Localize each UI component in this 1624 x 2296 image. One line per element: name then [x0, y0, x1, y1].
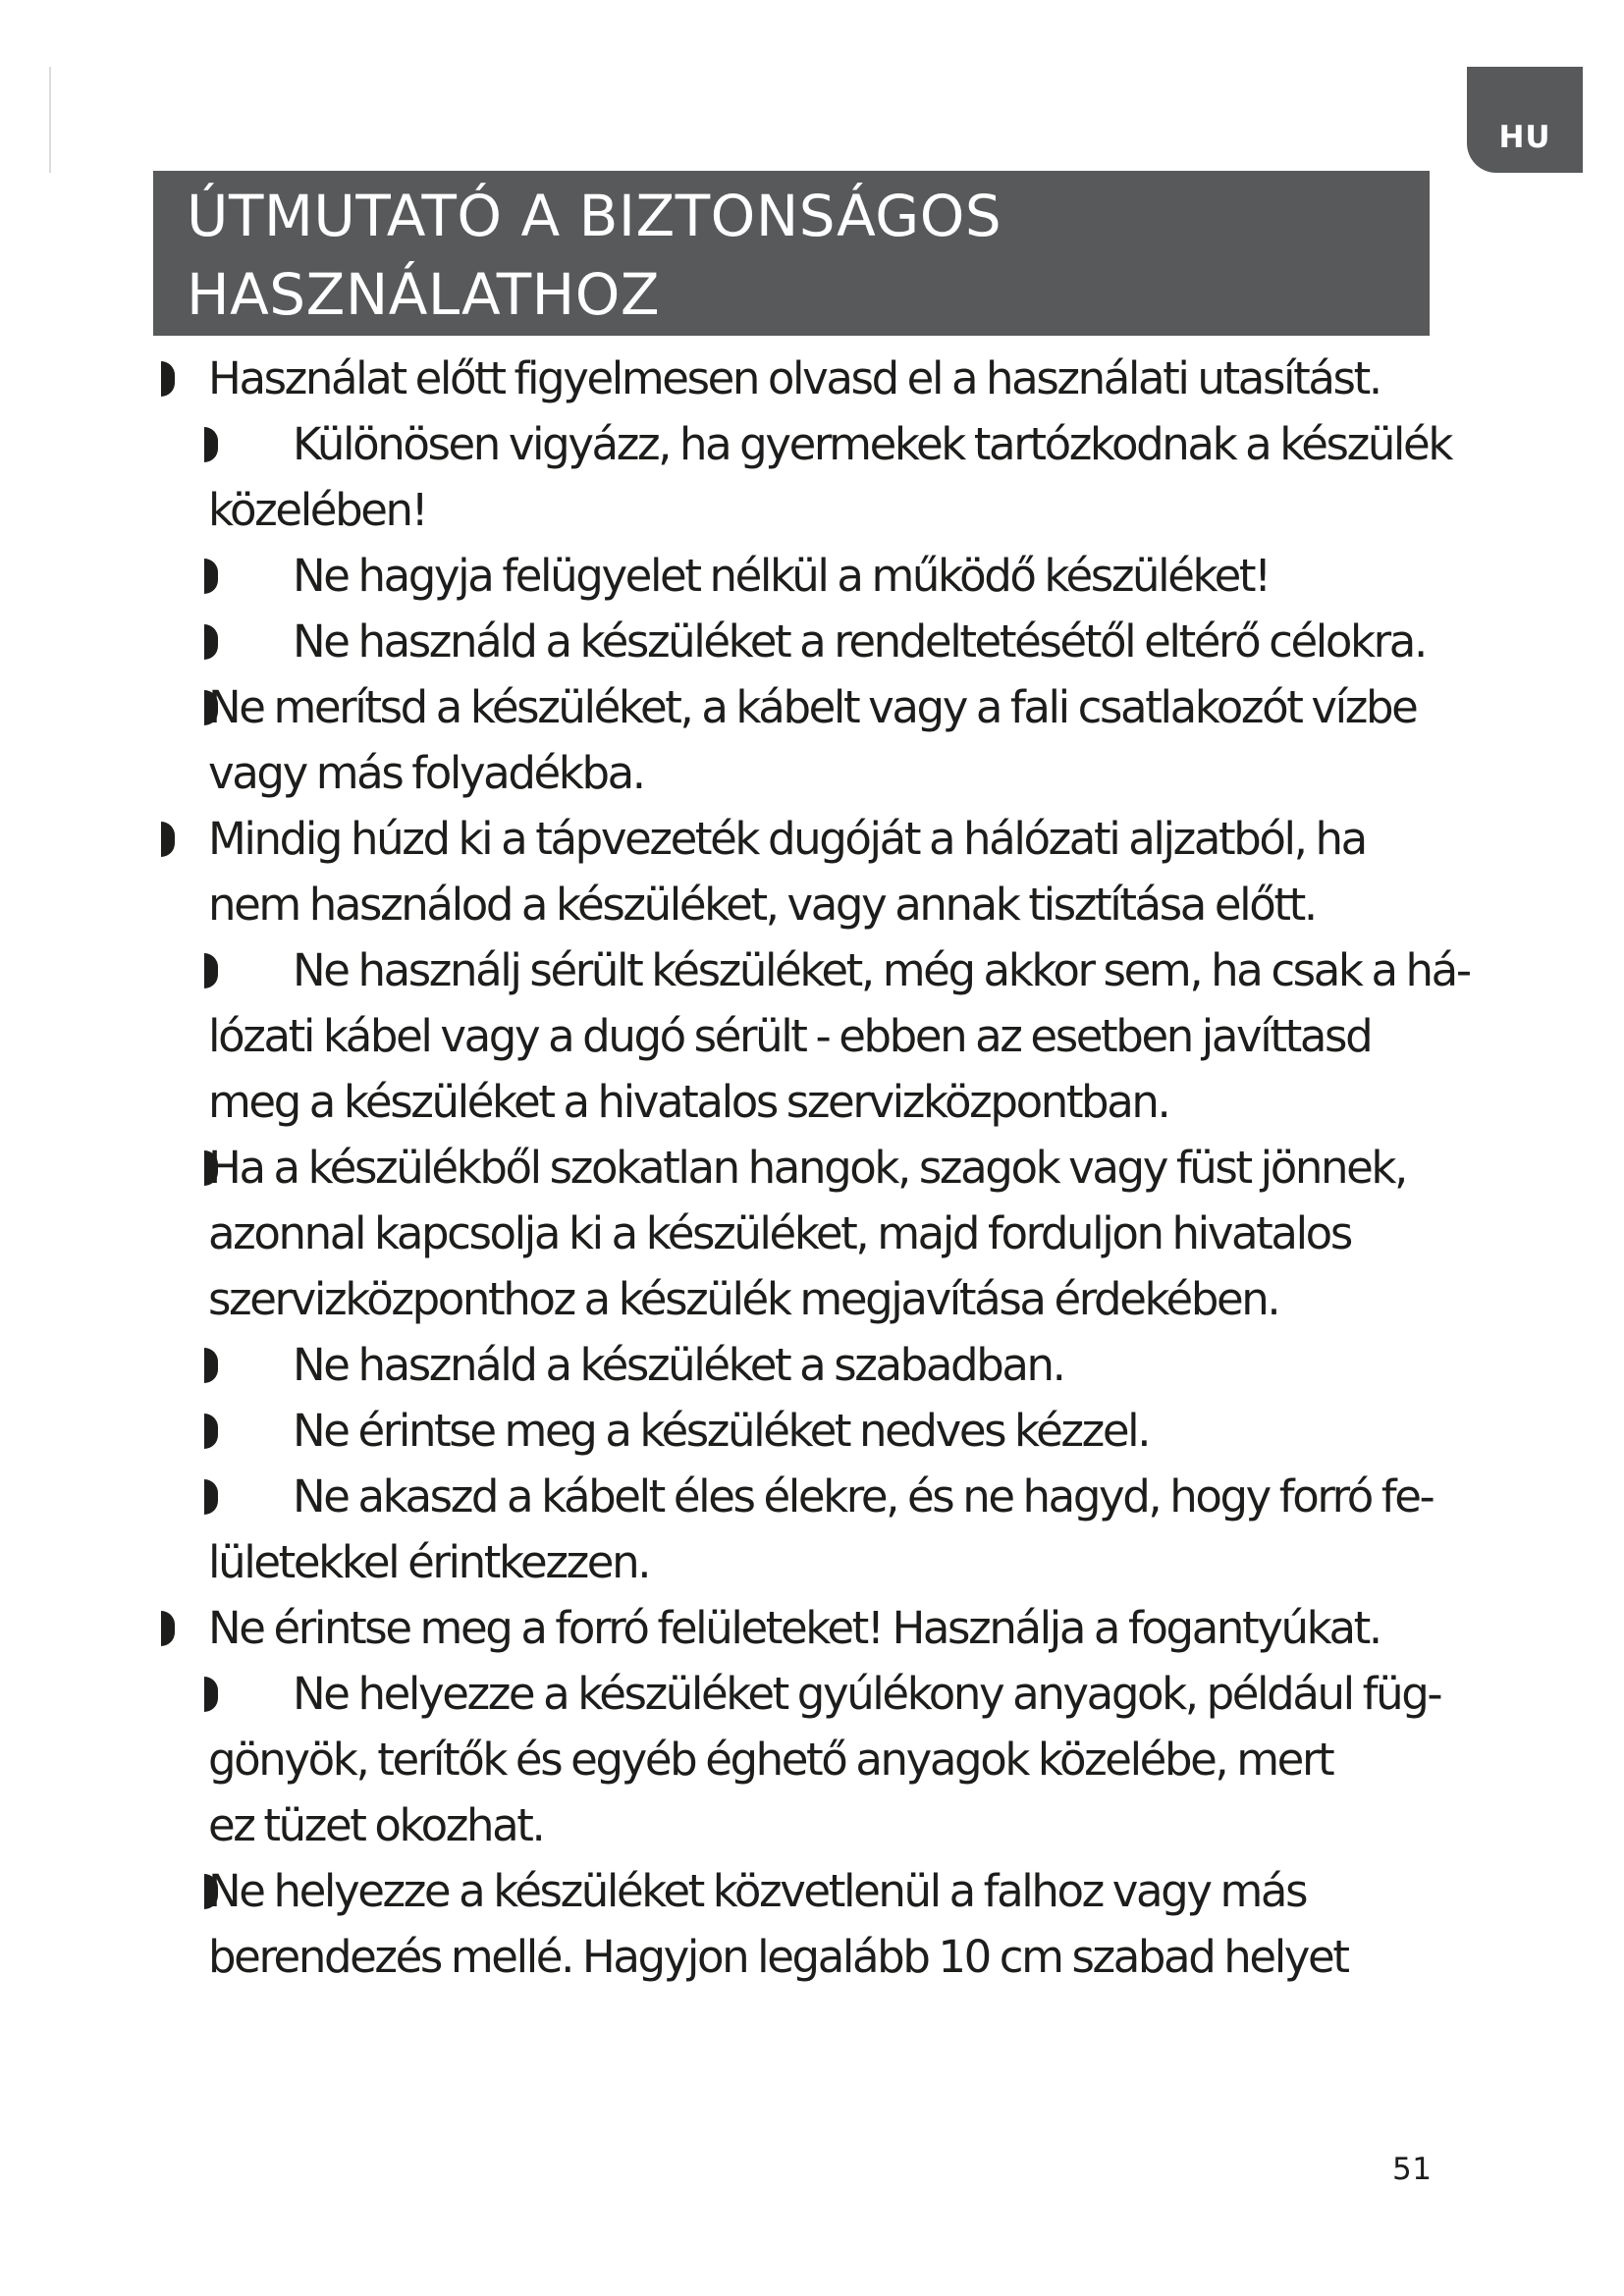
- paragraph-line: szervizközponthoz a készülék megjavítása érdekében.: [208, 1273, 1279, 1325]
- paragraph-line: nem használod a készüléket, vagy annak tisztítása előtt.: [208, 879, 1316, 931]
- bullet-icon: [204, 559, 218, 594]
- bullet-icon: [161, 1611, 175, 1646]
- paragraph-line: közelében!: [208, 484, 427, 536]
- section-title-line-2: HASZNÁLATHOZ: [187, 261, 661, 328]
- bullet-icon: [204, 1677, 218, 1712]
- paragraph-line: Ne helyezze a készüléket gyúlékony anyagok, például füg-: [293, 1668, 1441, 1720]
- bullet-icon: [161, 361, 175, 397]
- paragraph-line: Ne használj sérült készüléket, még akkor sem, ha csak a há-: [293, 944, 1470, 996]
- paragraph-line: berendezés mellé. Hagyjon legalább 10 cm szabad helyet: [208, 1931, 1348, 1983]
- paragraph-line: ez tüzet okozhat.: [208, 1799, 544, 1851]
- language-tab: [1467, 67, 1583, 173]
- paragraph-line: Ne érintse meg a készüléket nedves kézzel.: [293, 1405, 1150, 1457]
- paragraph-line: Ne érintse meg a forró felületeket! Használja a fogantyúkat.: [208, 1602, 1380, 1654]
- section-title-line-1: ÚTMUTATÓ A BIZTONSÁGOS: [187, 183, 1002, 249]
- paragraph-line: Ne hagyja felügyelet nélkül a működő készüléket!: [293, 550, 1270, 602]
- paragraph-line: Ne használd a készüléket a szabadban.: [293, 1339, 1064, 1391]
- bullet-icon: [204, 1479, 218, 1515]
- paragraph-line: Ne akaszd a kábelt éles élekre, és ne hagyd, hogy forró fe-: [293, 1470, 1434, 1522]
- paragraph-line: vagy más folyadékba.: [208, 747, 644, 799]
- bullet-icon: [161, 822, 175, 857]
- paragraph-line: Mindig húzd ki a tápvezeték dugóját a hálózati aljzatból, ha: [208, 813, 1366, 865]
- bullet-icon: [204, 624, 218, 660]
- margin-rule: [49, 67, 51, 173]
- page-number: 51: [1392, 2152, 1433, 2187]
- paragraph-line: meg a készüléket a hivatalos szervizközpontban.: [208, 1076, 1169, 1128]
- section-title-band: [153, 171, 1430, 336]
- paragraph-line: azonnal kapcsolja ki a készüléket, majd forduljon hivatalos: [208, 1207, 1351, 1259]
- paragraph-line: lületekkel érintkezzen.: [208, 1536, 650, 1588]
- paragraph-line: Ne használd a készüléket a rendeltetésétől eltérő célokra.: [293, 615, 1426, 667]
- bullet-icon: [204, 427, 218, 462]
- paragraph-line: Különösen vigyázz, ha gyermekek tartózkodnak a készülék: [293, 418, 1451, 470]
- bullet-icon: [204, 953, 218, 988]
- paragraph-line: Ne merítsd a készüléket, a kábelt vagy a fali csatlakozót vízbe: [208, 681, 1417, 733]
- bullet-icon: [204, 1348, 218, 1383]
- language-tab-label: HU: [1498, 120, 1551, 155]
- bullet-icon: [204, 1414, 218, 1449]
- paragraph-line: gönyök, terítők és egyéb éghető anyagok közelébe, mert: [208, 1734, 1333, 1786]
- paragraph-line: Ne helyezze a készüléket közvetlenül a falhoz vagy más: [208, 1865, 1307, 1917]
- paragraph-line: Ha a készülékből szokatlan hangok, szagok vagy füst jönnek,: [208, 1142, 1406, 1194]
- paragraph-line: Használat előtt figyelmesen olvasd el a használati utasítást.: [208, 352, 1380, 404]
- paragraph-line: lózati kábel vagy a dugó sérült - ebben az esetben javíttasd: [208, 1010, 1372, 1062]
